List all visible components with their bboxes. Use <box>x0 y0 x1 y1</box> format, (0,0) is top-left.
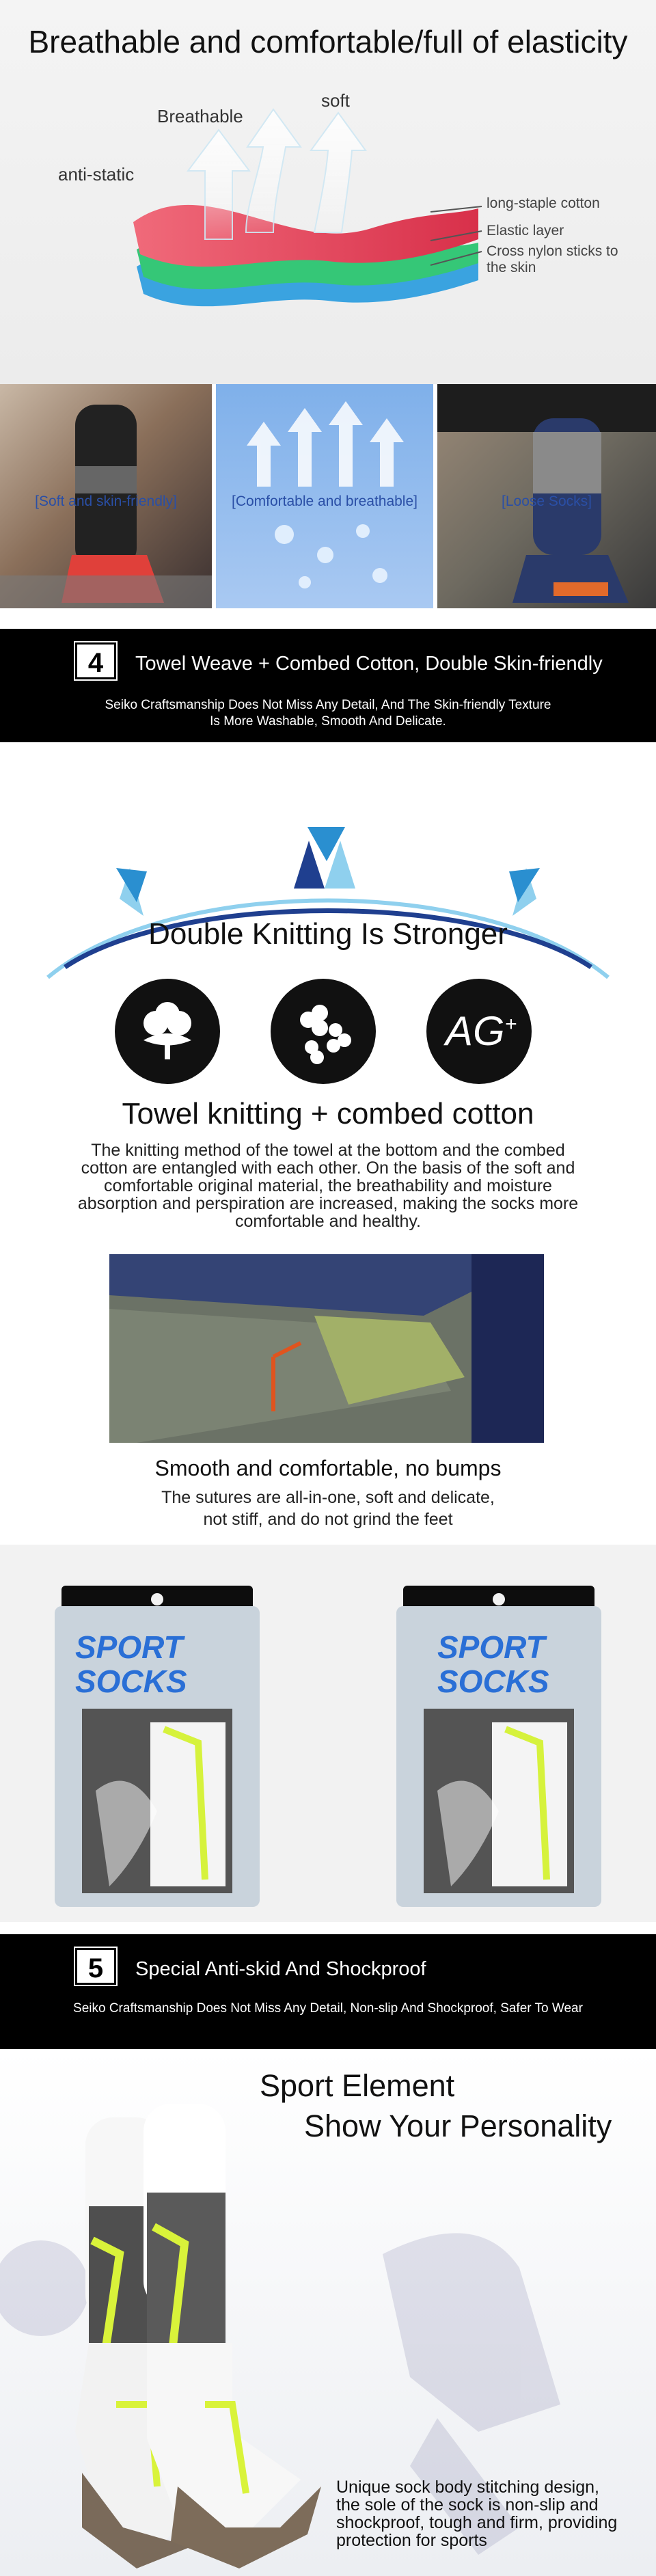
sport-element-section <box>0 2049 656 2576</box>
brand-line: SPORT <box>437 1629 545 1665</box>
smooth-line: not stiff, and do not grind the feet <box>203 1510 453 1529</box>
double-knitting-heading: Double Knitting Is Stronger <box>148 917 508 951</box>
panel-caption: [Loose Socks] <box>502 493 592 509</box>
brand-line: SOCKS <box>437 1664 549 1699</box>
description-line: shockproof, tough and firm, providing <box>336 2513 618 2532</box>
panel-soft <box>0 384 212 608</box>
ag-symbol <box>446 1007 517 1055</box>
banner-subtext-line: Seiko Craftsmanship Does Not Miss Any Detail, And The Skin-friendly Texture <box>105 698 551 712</box>
anti-static-label: anti-static <box>58 164 135 185</box>
package-brand <box>75 1630 187 1698</box>
panel-caption: [Soft and skin-friendly] <box>35 493 177 509</box>
packaging-section <box>0 1545 656 1922</box>
package-right <box>396 1586 601 1907</box>
fabric-layers-illustration <box>0 0 656 384</box>
sock-right <box>144 2104 321 2568</box>
breathable-label: Breathable <box>157 106 243 126</box>
package-left <box>55 1586 260 1907</box>
towel-knitting-heading: Towel knitting + combed cotton <box>122 1097 534 1130</box>
sport-description <box>336 2478 617 2549</box>
banner-subtext: Seiko Craftsmanship Does Not Miss Any Detail, Non-slip And Shockproof, Safer To Wear <box>73 2001 583 2016</box>
banner-5 <box>0 1934 656 2049</box>
panel-loose <box>437 384 656 608</box>
paragraph-line: cotton are entangled with each other. On the basis of the soft and <box>81 1158 575 1178</box>
sport-title-line2: Show Your Personality <box>304 2109 612 2143</box>
panel-caption: [Comfortable and breathable] <box>231 493 418 509</box>
silver-ion-icon <box>426 979 532 1084</box>
paragraph-line: comfortable and healthy. <box>235 1212 421 1231</box>
banner-heading: Towel Weave + Combed Cotton, Double Skin-friendly <box>135 653 603 675</box>
sock-texture-photo <box>109 1254 544 1443</box>
ag-text: AG <box>446 1008 505 1054</box>
section-title: Breathable and comfortable/full of elasticity <box>28 24 628 59</box>
long-staple-label: long-staple cotton <box>487 195 600 211</box>
brand-line: SPORT <box>75 1629 183 1665</box>
arc-arrows-illustration <box>0 772 656 1005</box>
elastic-layer-label: Elastic layer <box>487 223 564 239</box>
smooth-line: The sutures are all-in-one, soft and delicate, <box>161 1488 495 1507</box>
banner-heading: Special Anti-skid And Shockproof <box>135 1958 426 1980</box>
paragraph-line: The knitting method of the towel at the bottom and the combed <box>91 1141 565 1160</box>
feature-panels <box>0 384 656 608</box>
package-brand <box>437 1630 549 1698</box>
banner-4 <box>0 629 656 742</box>
section-number-badge: 5 <box>75 1948 116 1985</box>
paragraph-line: comfortable original material, the breathability and moisture <box>104 1176 552 1195</box>
section-number-badge: 4 <box>75 642 116 679</box>
arrow-up-center <box>246 109 301 232</box>
description-line: the sole of the sock is non-slip and <box>336 2495 599 2514</box>
breathable-section <box>0 0 656 384</box>
smooth-heading: Smooth and comfortable, no bumps <box>154 1456 502 1480</box>
paragraph-line: absorption and perspiration are increased, making the socks more <box>77 1194 579 1213</box>
ag-plus: + <box>504 1013 517 1035</box>
brand-line: SOCKS <box>75 1664 187 1699</box>
soft-label: soft <box>321 90 350 111</box>
flower-icon-glyph <box>271 979 376 1084</box>
arrow-up-right <box>311 113 366 232</box>
panel-breathable <box>216 384 433 608</box>
sport-title-line1: Sport Element <box>260 2068 455 2103</box>
cotton-icon <box>115 979 220 1084</box>
smooth-description <box>0 1487 656 1530</box>
description-line: protection for sports <box>336 2531 487 2550</box>
banner-subtext-line: Is More Washable, Smooth And Delicate. <box>210 714 446 729</box>
cotton-icon-glyph <box>115 979 220 1084</box>
double-knitting-section <box>0 745 656 1545</box>
knitting-paragraph <box>0 1141 656 1230</box>
cross-nylon-label: Cross nylon sticks to the skin <box>487 243 618 275</box>
description-line: Unique sock body stitching design, <box>336 2478 599 2497</box>
flower-icon <box>271 979 376 1084</box>
banner-subtext <box>0 697 656 730</box>
